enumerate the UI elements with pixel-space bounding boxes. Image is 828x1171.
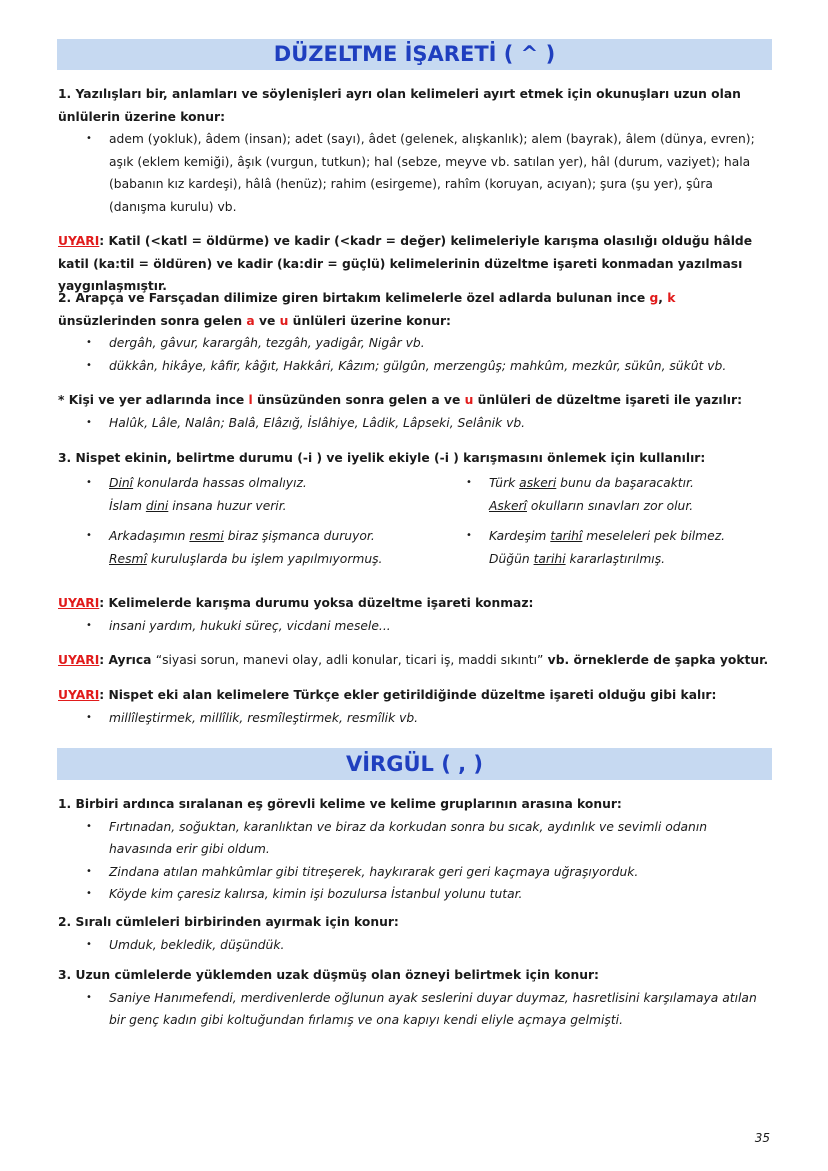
underlined-word: Resmî: [109, 551, 147, 566]
rule-2: [58, 287, 770, 377]
text: ve: [254, 313, 280, 328]
text: Arkadaşımın: [109, 529, 190, 543]
rule-2-heading: [58, 287, 770, 332]
text: ünlüleri de düzeltme işareti ile yazılır:: [473, 393, 742, 407]
text: : Ayrıca: [99, 653, 156, 667]
underlined-word: Askerî: [489, 498, 527, 513]
rule-1-heading: [58, 83, 770, 128]
text: vb. örneklerde de şapka yoktur.: [543, 653, 769, 667]
text: 2. Arapça ve Farsçadan dilimize giren birtakım kelimelerle özel adlarda bulunan ince: [58, 291, 650, 305]
text: Kardeşim: [489, 529, 551, 543]
text: İslam: [109, 498, 146, 513]
text: kararlaştırılmış.: [565, 551, 666, 566]
rule-1-example: • adem (yokluk), âdem (insan); adet (sayı), âdet (gelenek, alışkanlık); alem (bayrak), âlem (dünya, evren); aşık (eklem kemiği), âşık (vurgun, tutkun); hal (sebze, meyve vb. satılan yer), hâl (durum, vaziyet); hala (babanın kız kardeşi), hâlâ (henüz); rahim (esirgeme), rahîm (koruyan, acıyan); şura (şu yer), şûra (danışma kurulu) vb.: [58, 128, 770, 218]
example-line: [438, 495, 770, 518]
rule-1: [58, 83, 770, 218]
rule-heading: 2. Sıralı cümleleri birbirinden ayırmak için konur:: [58, 915, 399, 929]
warning-label: UYARI: [58, 653, 100, 667]
warning-label: UYARI: [58, 234, 100, 248]
note-example: • Halûk, Lâle, Nalân; Balâ, Elâzığ, İslâhiye, Lâdik, Lâpseki, Selânik vb.: [58, 412, 770, 435]
text: okulların sınavları zor olur.: [526, 498, 694, 513]
highlight-a: a: [246, 313, 255, 328]
highlight-u: u: [464, 393, 474, 407]
warning-4: [58, 684, 770, 729]
underlined-word: askeri: [519, 476, 557, 490]
underlined-word: tarihi: [533, 551, 566, 566]
text: ,: [658, 291, 668, 305]
comma-rule-1: [58, 793, 770, 906]
underlined-word: dini: [145, 498, 169, 513]
text: konularda hassas olmalıyız.: [133, 476, 307, 490]
rule-number: 1.: [58, 87, 72, 101]
text: ünsüzlerinden sonra gelen: [58, 313, 247, 328]
warning-text: : Nispet eki alan kelimelere Türkçe ekler getirildiğinde düzeltme işareti olduğu gibi kalır:: [99, 688, 717, 702]
highlight-k: k: [667, 291, 676, 305]
underlined-word: tarihî: [550, 529, 583, 543]
example-line: [58, 495, 438, 518]
text: insana huzur verir.: [168, 498, 287, 513]
rule-3-col1-b: [58, 525, 438, 570]
warning-2: [58, 592, 770, 637]
text: Düğün: [489, 551, 534, 566]
warning-line: [58, 592, 770, 615]
page-number: 35: [754, 1131, 770, 1145]
warning-label: UYARI: [58, 596, 100, 610]
warning-text: : Kelimelerde karışma durumu yoksa düzeltme işareti konmaz:: [99, 596, 534, 610]
example-line: [58, 472, 438, 495]
rule-3-heading: 3. Nispet ekinin, belirtme durumu (-i ) ve iyelik ekiyle (-i ) karışmasını önlemek için kullanılır:: [58, 451, 706, 465]
rule-example: • Fırtınadan, soğuktan, karanlıktan ve biraz da korkudan sonra bu sıcak, aydınlık ve sevimli odanın havasında erir gibi oldum.: [58, 816, 770, 861]
rule-2-example-1: • dergâh, gâvur, karargâh, tezgâh, yadigâr, Nigâr vb.: [58, 332, 770, 355]
rule-example: • Köyde kim çaresiz kalırsa, kimin işi bozulursa İstanbul yolunu tutar.: [58, 883, 770, 906]
example-line: [58, 525, 438, 548]
warning-3: [58, 649, 770, 672]
text: ünsüzünden sonra gelen a ve: [252, 393, 465, 407]
rule-2-note: [58, 389, 770, 434]
rule-3-col2-a: [438, 472, 770, 517]
warning-example: • insani yardım, hukuki süreç, vicdani mesele...: [58, 615, 770, 638]
rule-3-col2-b: [438, 525, 770, 570]
text: meseleleri pek bilmez.: [582, 529, 726, 543]
text: kuruluşlarda bu işlem yapılmıyormuş.: [146, 551, 383, 566]
highlight-g: g: [649, 291, 659, 305]
section-title-duzeltme: DÜZELTME İŞARETİ ( ^ ): [57, 39, 772, 70]
note-heading: [58, 389, 770, 412]
warning-example: • millîleştirmek, millîlik, resmîleştirmek, resmîlik vb.: [58, 707, 770, 730]
rule-text: Yazılışları bir, anlamları ve söylenişleri ayrı olan kelimeleri ayırt etmek için okunuşları uzun olan ünlülerin üzerine konur:: [58, 87, 741, 124]
comma-rule-3: [58, 964, 770, 1032]
example-line: [58, 548, 438, 571]
highlight-u: u: [279, 313, 289, 328]
underlined-word: Dinî: [109, 476, 134, 490]
rule-example: • Saniye Hanımefendi, merdivenlerde oğlunun ayak seslerini duyar duymaz, hasretlisini karşılamaya atılan bir genç kadın gibi koltuğundan fırlamış ve ona kapıyı kendi eliyle açmaya gelmişti.: [58, 987, 770, 1032]
warning-text: : Katil (<katl = öldürme) ve kadir (<kadr = değer) kelimeleriyle karışma olasılığı olduğu hâlde katil (ka:til = öldüren) ve kadir (ka:dir = güçlü) kelimelerinin düzeltme işareti konmadan yazılması yaygınlaşmıştır.: [58, 234, 753, 293]
rule-example: • Zindana atılan mahkûmlar gibi titreşerek, haykırarak geri geri kaçmaya uğraşıyorduk.: [58, 861, 770, 884]
text: * Kişi ve yer adlarında ince: [58, 393, 249, 407]
rule-heading: 1. Birbiri ardınca sıralanan eş görevli kelime ve kelime gruplarının arasına konur:: [58, 797, 622, 811]
text: Türk: [489, 476, 520, 490]
example-line: [438, 525, 770, 548]
rule-example: • Umduk, bekledik, düşündük.: [58, 934, 770, 957]
warning-line: [58, 684, 770, 707]
section-title-virgul: VİRGÜL ( , ): [57, 748, 772, 780]
example-line: [438, 548, 770, 571]
quoted-examples: “siyasi sorun, manevi olay, adli konular, ticari iş, maddi sıkıntı”: [155, 653, 544, 667]
rule-3-col1-a: [58, 472, 438, 517]
rule-heading: 3. Uzun cümlelerde yüklemden uzak düşmüş olan özneyi belirtmek için konur:: [58, 968, 599, 982]
underlined-word: resmi: [189, 529, 224, 543]
highlight-l: l: [248, 393, 253, 407]
text: bunu da başaracaktır.: [556, 476, 694, 490]
text: ünlüleri üzerine konur:: [288, 313, 451, 328]
example-line: [438, 472, 770, 495]
comma-rule-2: [58, 911, 770, 956]
rule-2-example-2: • dükkân, hikâye, kâfir, kâğıt, Hakkâri, Kâzım; gülgûn, merzengûş; mahkûm, mezkûr, sükûn, sükût vb.: [58, 355, 770, 378]
text: biraz şişmanca duruyor.: [223, 529, 375, 543]
warning-label: UYARI: [58, 688, 100, 702]
